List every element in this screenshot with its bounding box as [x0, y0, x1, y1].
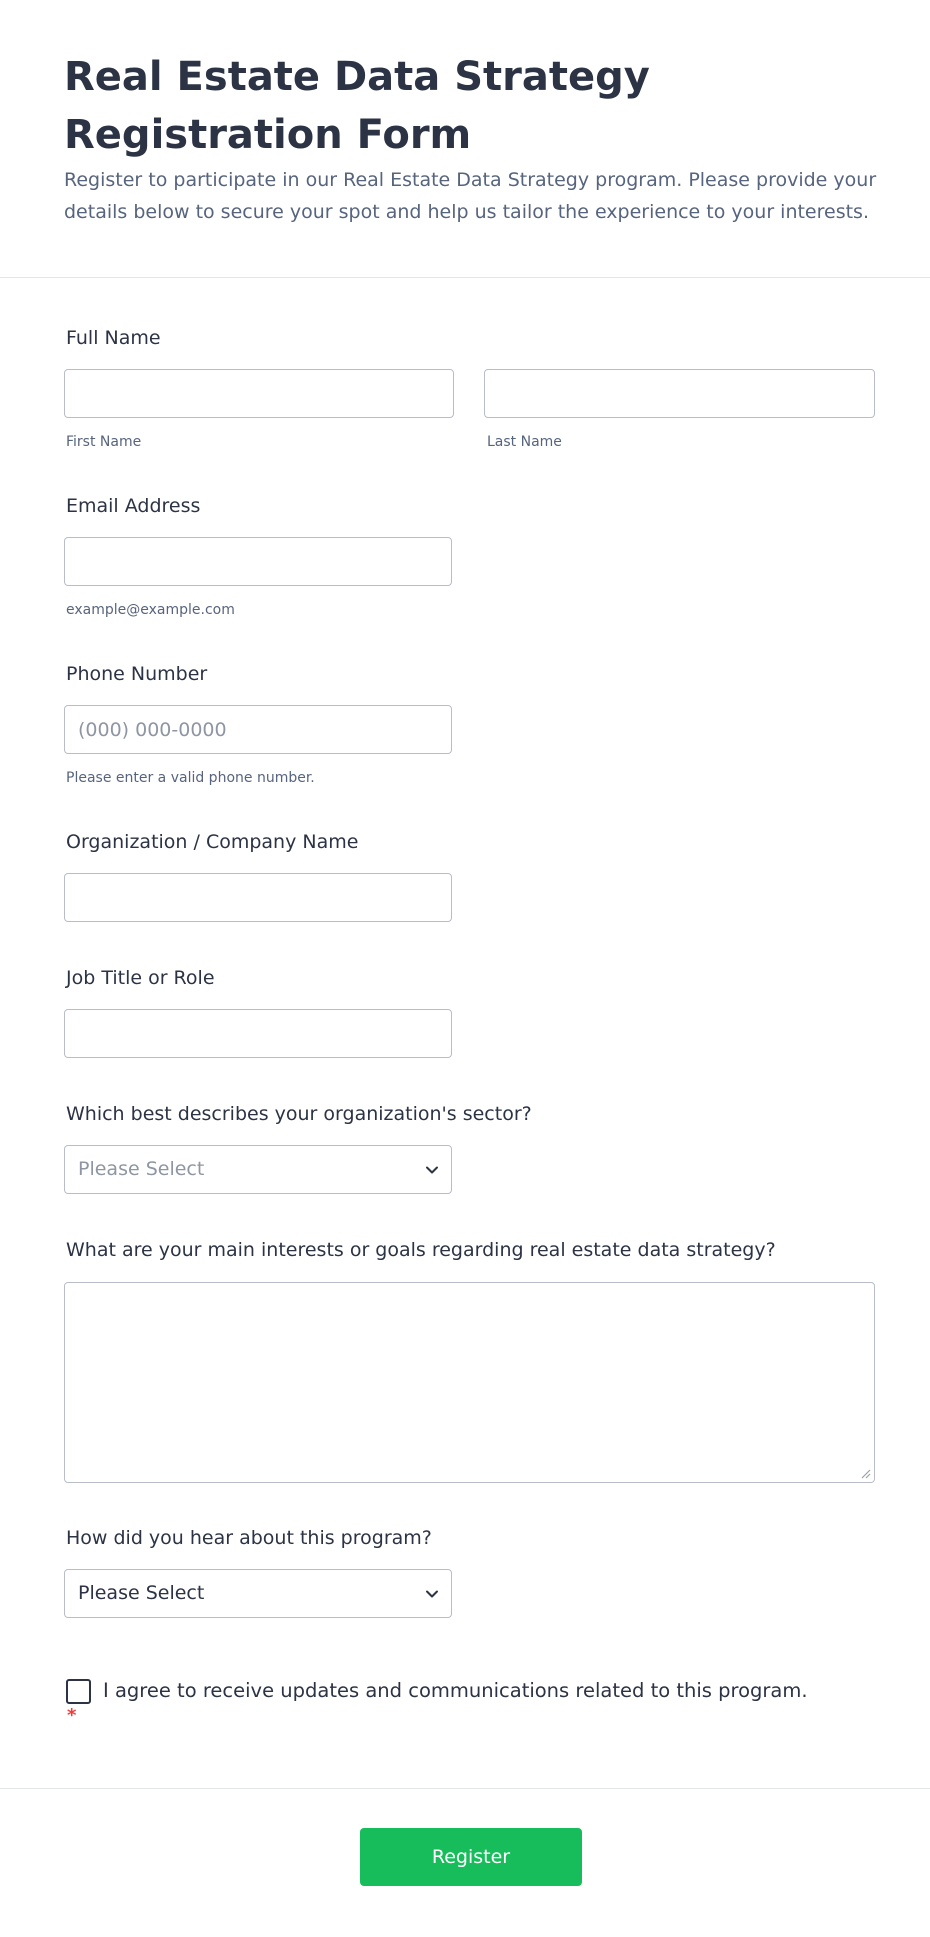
phone-input[interactable]: [64, 705, 452, 754]
chevron-down-icon: [425, 1163, 439, 1177]
job-title-input[interactable]: [64, 1009, 452, 1058]
job-title-label: Job Title or Role: [66, 967, 215, 989]
organization-label: Organization / Company Name: [66, 831, 359, 853]
interests-label: What are your main interests or goals regarding real estate data strategy?: [66, 1239, 776, 1261]
full-name-label: Full Name: [66, 327, 161, 349]
form-header: [0, 0, 930, 278]
email-sublabel: example@example.com: [66, 602, 235, 618]
last-name-sublabel: Last Name: [487, 434, 562, 450]
chevron-down-icon: [425, 1587, 439, 1601]
register-button[interactable]: Register: [360, 1828, 582, 1886]
first-name-input[interactable]: [64, 369, 454, 418]
first-name-sublabel: First Name: [66, 434, 142, 450]
page-subtitle: Register to participate in our Real Estate Data Strategy program. Please provide your details below to secure your spot and help us tailor the experience to your interests.: [64, 169, 877, 223]
consent-checkbox[interactable]: [66, 1679, 91, 1704]
referral-selected-value: Please Select: [78, 1582, 205, 1604]
email-label: Email Address: [66, 495, 201, 517]
organization-input[interactable]: [64, 873, 452, 922]
sector-select[interactable]: [64, 1145, 452, 1194]
consent-label[interactable]: I agree to receive updates and communications related to this program.: [103, 1679, 808, 1702]
sector-label: Which best describes your organization's sector?: [66, 1103, 532, 1125]
phone-sublabel: Please enter a valid phone number.: [66, 770, 315, 786]
referral-label: How did you hear about this program?: [66, 1527, 432, 1549]
last-name-input[interactable]: [484, 369, 875, 418]
email-input[interactable]: [64, 537, 452, 586]
interests-textarea[interactable]: [64, 1282, 875, 1483]
phone-label: Phone Number: [66, 663, 208, 685]
required-mark: *: [67, 1705, 77, 1726]
referral-select[interactable]: [64, 1569, 452, 1618]
sector-selected-value: Please Select: [78, 1158, 205, 1180]
page-title: Real Estate Data Strategy Registration Form: [64, 54, 650, 158]
resize-grip-icon[interactable]: [859, 1467, 871, 1479]
